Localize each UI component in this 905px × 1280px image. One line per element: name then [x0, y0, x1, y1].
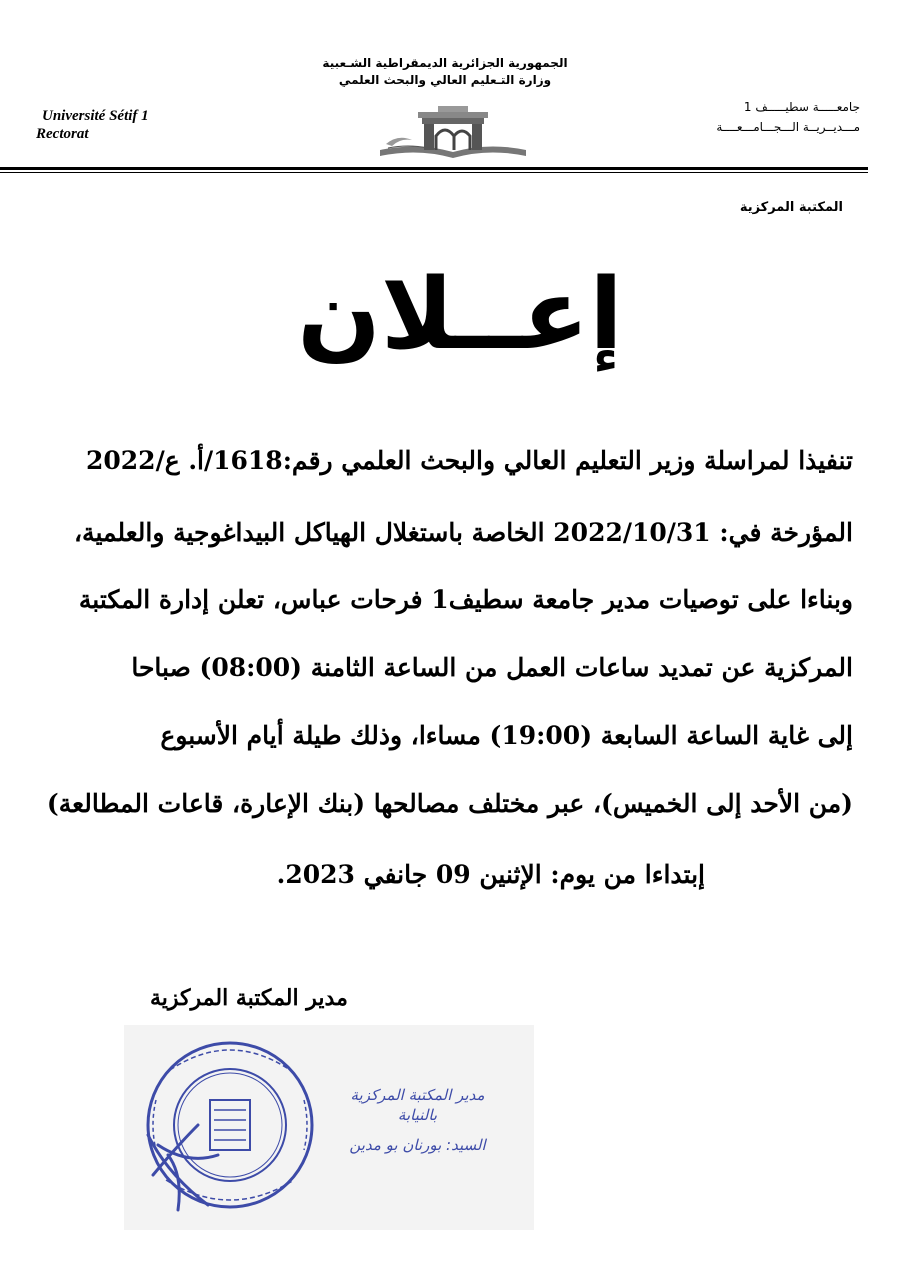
header-ministry: وزارة التـعليم العالي والبحث العلمي [338, 73, 552, 87]
handwritten-signature-icon [138, 1115, 228, 1215]
stamp-text-block [320, 1085, 515, 1155]
university-logo-icon [378, 104, 528, 162]
body-line-1: تنفيذا لمراسلة وزير التعليم العالي والبحث العلمي رقم:1618/أ. ع/2022 [85, 446, 853, 475]
body-line-4: المركزية عن تمديد ساعات العمل من الساعة الثامنة (08:00) صباحا [131, 653, 853, 682]
body-line-6: (من الأحد إلى الخميس)، عبر مختلف مصالحها (بنك الإعارة، قاعات المطالعة) [46, 789, 853, 818]
body-line-5: إلى غاية الساعة السابعة (19:00) مساءا، وذلك طيلة أيام الأسبوع [160, 721, 853, 750]
body-line-7: إبتداءا من يوم: الإثنين 09 جانفي 2023. [276, 860, 705, 889]
signer-title: مدير المكتبة المركزية [150, 985, 348, 1011]
university-name-ar: جامعـــــة سطيـــــف 1 [743, 100, 860, 114]
stamp-name-line: السيد: بورنان بو مدين [349, 1136, 486, 1154]
header-divider [0, 167, 868, 170]
body-line-2: المؤرخة في: 2022/10/31 الخاصة باستغلال الهياكل البيداغوجية والعلمية، [73, 518, 853, 547]
rectorat-label-fr: Rectorat [36, 126, 89, 142]
directorate-name-ar: مـــديــريــة الـــجـــامـــعــــة [716, 120, 860, 134]
header-divider-thin [0, 172, 868, 173]
body-line-3: وبناءا على توصيات مدير جامعة سطيف1 فرحات عباس، تعلن إدارة المكتبة [78, 585, 853, 614]
university-name-fr: Université Sétif 1 [42, 108, 149, 124]
stamp-title-line1: مدير المكتبة المركزية [350, 1086, 485, 1104]
header-republic: الجمهورية الجزائرية الديمقراطية الشـعبية [322, 56, 568, 70]
announcement-title: إعــلان [297, 258, 623, 372]
stamp-title-line2: بالنيابة [397, 1106, 438, 1124]
department-label: المكتبة المركزية [739, 200, 843, 215]
